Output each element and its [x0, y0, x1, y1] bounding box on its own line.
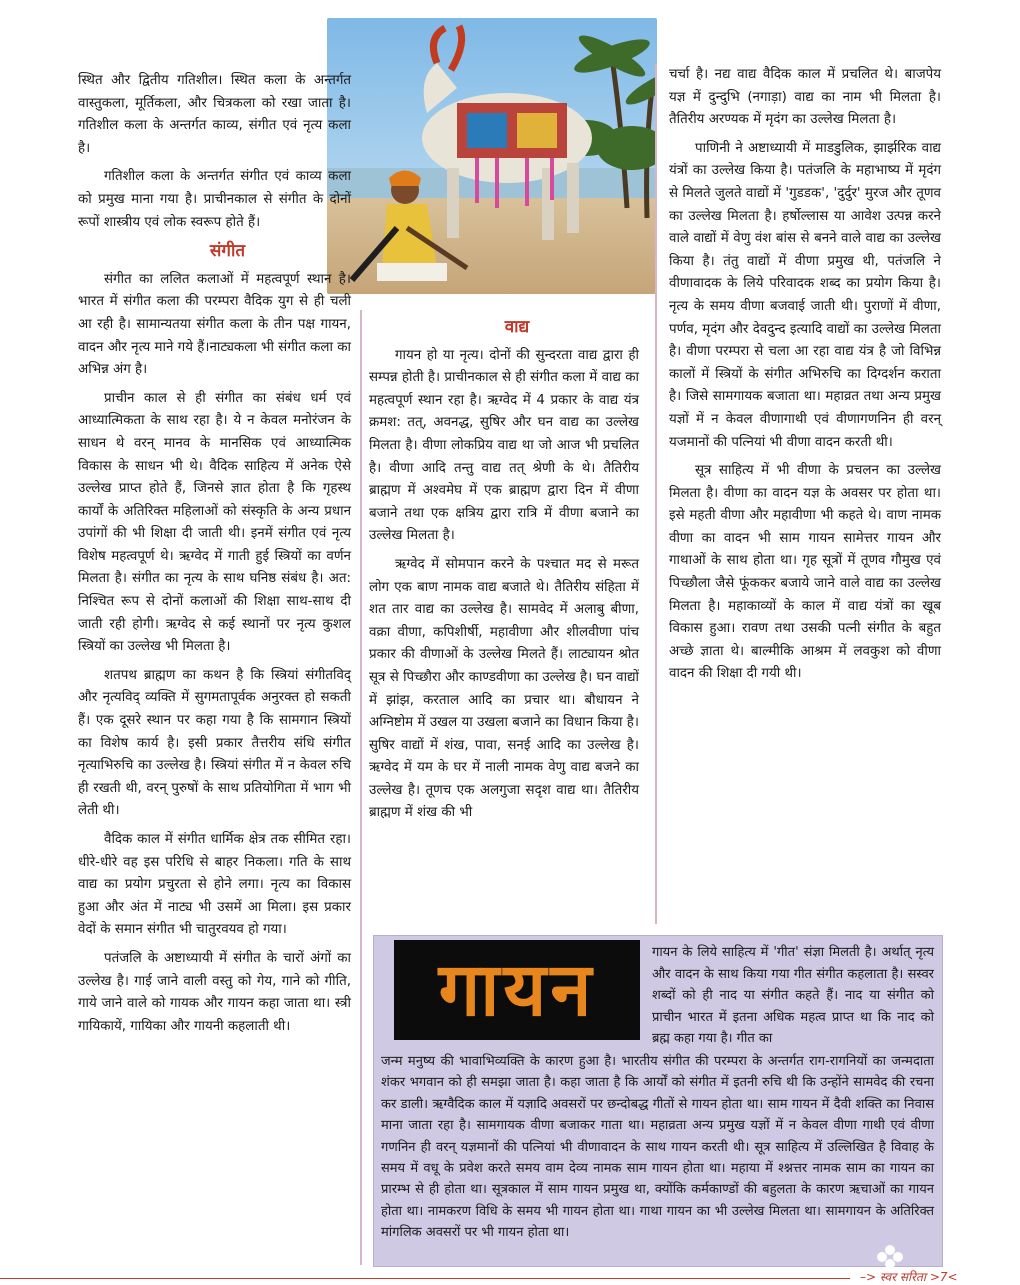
- column-right: [669, 64, 941, 686]
- intro-paragraph-2: गतिशील कला के अन्तर्गत संगीत एवं काव्य कला को प्रमुख माना गया है। प्राचीनकाल से संगीत के दोनों रूपों शास्त्रीय एवं लोक स्वरूप होते हैं।: [78, 169, 351, 230]
- gayan-side-text: गायन के लिये साहित्य में 'गीत' संज्ञा मिलती है। अर्थात् नृत्य और वादन के साथ किया गया गीत संगीत कहलाता है। सस्वर शब्दों को ही नाद या संगीत कहते हैं। नाद या संगीत को प्राचीन भारत में इतना अधिक महत्व प्राप्त था कि नाद को ब्रह्म कहा गया है। गीत का: [652, 945, 934, 1047]
- vadya-paragraph-1: गायन हो या नृत्य। दोनों की सुन्दरता वाद्य द्वारा ही सम्पन्न होती है। प्राचीनकाल से ही संगीत कला में वाद्य का महत्वपूर्ण स्थान रहा है। ऋग्वेद में 4 प्रकार के वाद्य यंत्र क्रमश: तत्, अवनद्ध, सुषिर और घन वाद्य का उल्लेख मिलता है। वीणा लोकप्रिय वाद्य था जो आज भी प्रचलित है। वीणा आदि तन्तु वाद्य तत् श्रेणी के थे। तैतिरीय ब्राह्मण में अश्वमेघ में एक ब्राह्मण द्वारा दिन में वीणा बजाने तथा एक क्षत्रिय द्वारा रात्रि में वीणा बजाने का उल्लेख मिलता है।: [369, 347, 639, 544]
- vadya-paragraph-2: ऋग्वेद में सोमपान करने के पश्चात मद से मरूत लोग एक बाण नामक वाद्य बजाते थे। तैतिरीय संहिता में शत तार वाद्य का उल्लेख है। सामवेद में अलाबु बीणा, वक्रा वीणा, कपिशीर्षी, महावीणा और शीलवीणा पांच प्रकार की वीणाओं के उल्लेख मिलते हैं। लाट्यायन श्रोत सूत्र से पिच्छौरा और काण्डवीणा का उल्लेख है। घन वाद्यों में झांझ, करताल आदि का प्रचार था। बौधायन ने अग्निष्टोम में उखल या उखला बजाने का विधान किया है। सुषिर वाद्यों में शंख, पावा, सनई आदि का उल्लेख है। ऋग्वेद में यम के घर में नाली नामक वेणु वाद्य बजने का उल्लेख है। तूणच एक अलगुजा सदृश वाद्य था। तैतिरीय ब्राह्मण में शंख की भी: [369, 556, 639, 821]
- column-divider: [360, 310, 362, 1265]
- gayan-body-text: जन्म मनुष्य की भावाभिव्यक्ति के कारण हुआ है। भारतीय संगीत की परम्परा के अन्तर्गत राग-रागनियों का जन्मदाता शंकर भगवान को ही समझा जाता है। कहा जाता है कि आर्यों को संगीत में इतनी रुचि थी कि उन्होंने सामवेद की रचना कर डाली। ऋग्वैदिक काल में यज्ञादि अवसरों पर छन्दोबद्ध गीतों से गायन होता था। साम गायन में दैवी शक्ति का निवास माना जाता रहा है। सामगायक वीणा बजाकर गाता था। महाव्रता अन्य प्रमुख यज्ञों में न केवल वीणा गाथी एवं वीणा गणनिन ही वरन् यज्ञमानों की पत्नियां भी वीणावादन के साथ गायन करती थी। सूत्र साहित्य में उल्लिखित है विवाह के समय में वधू के प्रवेश करते समय वाम देव्य नामक साम गायन होता था। महाया में श्श्नत्तर नामक साम का गायन का प्रारम्भ से ही होता था। सूत्रकाल में साम गायन प्रमुख था, क्योंकि कर्मकाण्डों की बहुलता के कारण ऋचाओं का गायन होता था। नामकरण विधि के समय भी गायन होता था। गाथा गायन का भी उल्लेख मिलता था। सामगायन के अतिरिक्त मांगलिक अवसरों पर भी गायन होता था।: [381, 1054, 934, 1241]
- section-heading-sangeet: संगीत: [209, 241, 246, 262]
- vadya-paragraph-5: सूत्र साहित्य में भी वीणा के प्रचलन का उल्लेख मिलता है। वीणा का वादन यज्ञ के अवसर पर होता था। इसे महती वीणा और महावीणा भी कहते थे। वाण नामक वीणा का वादन भी साम गायन सामेत्तर गायन और गाथाओं के साथ होता था। गृह सूत्रों में तूणव गौमुख एवं पिच्छौला जैसे फूंककर बजाये जाने वाले वाद्य का उल्लेख मिलता है। महाकाव्यों के काल में वाद्य यंत्रों का खूब विकास हुआ। रावण तथा उसकी पत्नी संगीत के बहुत अच्छे ज्ञाता थे। बाल्मीकि आश्रम में लवकुश को वीणा वादन की शिक्षा दी गयी थी।: [669, 463, 941, 682]
- sangeet-paragraph-5: पतंजलि के अष्टाध्यायी में संगीत के चारों अंगों का उल्लेख है। गाई जाने वाली वस्तु को गेय, गाने को गीति, गाये जाने वाले को गायक और गायन कहा जाता था। स्त्री गायिकायें, गायिका और गायनी कहलाती थी।: [78, 950, 351, 1034]
- gayan-title-text: गायन: [438, 947, 596, 1033]
- section-heading-vadya: वाद्य: [504, 317, 530, 337]
- vadya-paragraph-3: चर्चा है। नद्य वाद्य वैदिक काल में प्रचलित थे। बाजपेय यज्ञ में दुन्दुभि (नगाड़ा) वाद्य का नाम भी मिलता है। तैतिरीय अरण्यक में मृदंग का उल्लेख मिलता है।: [669, 67, 941, 128]
- sangeet-paragraph-3: शतपथ ब्राह्मण का कथन है कि स्त्रियां संगीतविद् और नृत्यविद् व्यक्ति में सुगमतापूर्वक अनुरक्त हो सकती हैं। एक दूसरे स्थान पर कहा गया है कि सामगान स्त्रियों का विशेष कार्य है। इसी प्रकार तैत्तरीय संधि संगीत नृत्याभिरुचि का उल्लेख है। स्त्रियां संगीत में न केवल रुचि ही रखती थी, वरन् पुरुषों के साथ प्रतियोगिता में भाग भी लेती थी।: [78, 667, 351, 819]
- flower-ornament-icon: [876, 1244, 904, 1270]
- vadya-paragraph-4: पाणिनी ने अष्टाध्यायी में माडडुलिक, झार्झरिक वाद्य यंत्रों का उल्लेख किया है। पतंजलि के महाभाष्य में मृदंग से मिलते जुलते वाद्यों में 'गुडडक', 'दुर्दुर' मुरज और तूणव का उल्लेख मिलता है। हर्षोल्लास या आवेश उत्पन्न करने वाले वाद्यों में वेणु वंश बांस से बनने वाले वाद्य का उल्लेख किया है। तंतु वाद्यों में वीणा प्रमुख थी, पतंजलि ने वीणावादक के लिये परिवादक शब्द का प्रयोग किया है। नृत्य के समय वीणा बजवाई जाती थी। पुराणों में वीणा, पर्णव, मृदंग और देवदुन्द इत्यादि वाद्यों का उल्लेख मिलता है। वीणा परम्परा से चला आ रहा वाद्य यंत्र है जो विभिन्न कालों में स्त्रियों के संगीत अभिरुचि का दिग्दर्शन कराता है। जिसे सामगायक बजाता था। महाव्रत तथा अन्य प्रमुख यज्ञों में न केवल वीणागाथी एवं वीणागणनिन ही वरन् यजमानों की पत्नियां भी वीणा वादन करती थी।: [669, 140, 941, 450]
- gayan-title-banner: [394, 940, 640, 1040]
- photo-illustration: [327, 18, 657, 294]
- intro-paragraph-1: स्थित और द्वितीय गतिशील। स्थित कला के अन्तर्गत वास्तुकला, मूर्तिकला, और चित्रकला को रखा जाता है। गतिशील कला के अन्तर्गत काव्य, संगीत एवं नृत्य कला है।: [78, 73, 351, 156]
- sangeet-paragraph-4: वैदिक काल में संगीत धार्मिक क्षेत्र तक सीमित रहा। धीरे-धीरे वह इस परिधि से बाहर निकला। गति के साथ वाद्य का प्रयोग प्रचुरता से होने लगा। नृत्य का विकास हुआ और अंत में नाट्य भी उसमें आ मिला। इस प्रकार वेदों के समान संगीत भी चातुरवयव हो गया।: [78, 832, 351, 938]
- footer-page-number: –> स्वर सरिता >7<: [860, 1270, 958, 1284]
- photo-decorated-bull-musician: [327, 18, 657, 294]
- sangeet-paragraph-1: संगीत का ललित कलाओं में महत्वपूर्ण स्थान है। भारत में संगीत कला की परम्परा वैदिक युग से ही चली आ रही है। सामान्यतया संगीत कला के तीन पक्ष गायन, वादन और नृत्य माने गये हैं।नाट्यकला भी संगीत कला का अभिन्न अंग है।: [78, 271, 351, 378]
- column-middle: [369, 316, 639, 825]
- column-left: [78, 70, 351, 1038]
- column-divider: [655, 64, 657, 924]
- sangeet-paragraph-2: प्राचीन काल से ही संगीत का संबंध धर्म एवं आध्यात्मिकता के साथ रहा है। ये न केवल मनोरंजन के साधन थे वरन् मानव के मानसिक एवं आध्यात्मिक विकास के साधन भी थे। वैदिक साहित्य में अनेक ऐसे उल्लेख प्राप्त होते हैं, जिनसे ज्ञात होता है कि गृहस्थ कार्यों के अतिरिक्त महिलाओं को संस्कृति के अन्य प्रधान उपांगों की भी शिक्षा दी जाती थी। इनमें संगीत एवं नृत्य विशेष महत्वपूर्ण थे। ऋग्वेद में गाती हुई स्त्रियों का वर्णन मिलता है। संगीत का नृत्य के साथ घनिष्ठ संबंध है। अत: निश्चित रूप से दोनों कलाओं की शिक्षा साथ-साथ दी जाती रही होगी। ऋग्वेद से कई स्थानों पर नृत्य कुशल स्त्रियों का उल्लेख भी मिलता है।: [78, 390, 351, 655]
- footer-rule: [0, 1278, 850, 1279]
